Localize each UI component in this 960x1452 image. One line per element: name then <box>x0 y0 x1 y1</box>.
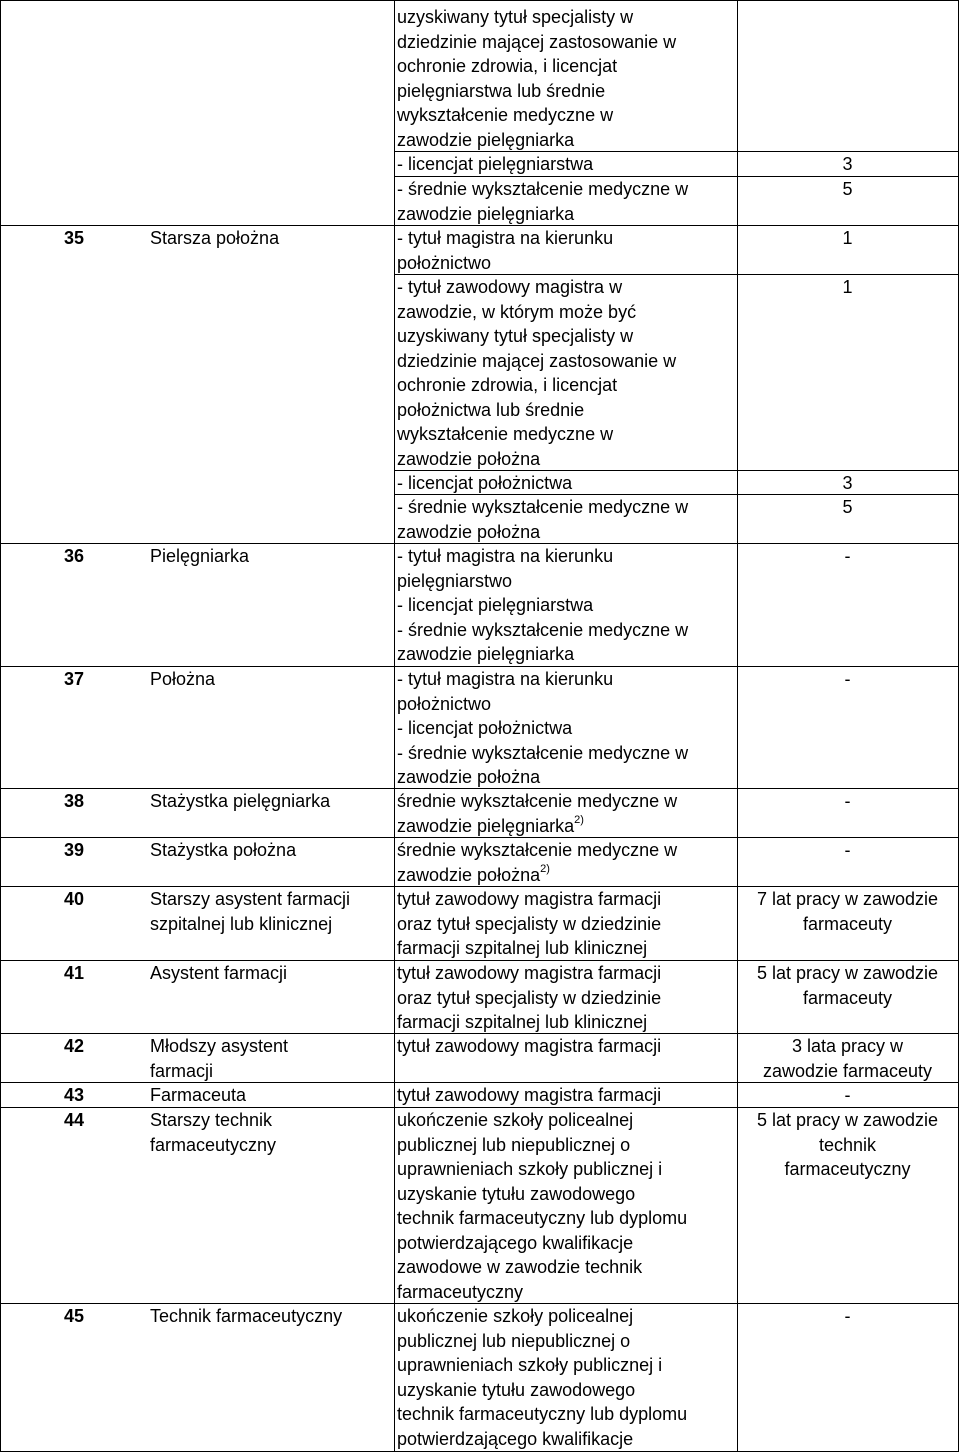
qualification-text: zawodzie położna <box>397 521 541 542</box>
row-number: 41 <box>64 963 85 983</box>
position-name: Technik farmaceutyczny <box>150 1306 343 1326</box>
qualification-text: uprawnieniach szkoły publicznej i <box>397 1355 663 1375</box>
qualification-text: zawodzie pielęgniarka <box>397 644 575 664</box>
experience-value: 1 <box>842 277 853 297</box>
qualification-text: - licencjat pielęgniarstwa <box>397 595 594 615</box>
row-number: 44 <box>64 1110 85 1130</box>
qualification-text: - licencjat położnictwa <box>397 718 573 738</box>
experience-value: - <box>844 546 851 566</box>
qualification-text: pielęgniarstwo <box>397 570 513 591</box>
column-divider <box>0 960 1 1035</box>
qualification-text: farmacji szpitalnej lub klinicznej <box>397 938 648 958</box>
row-divider <box>0 0 959 1</box>
qualification-text: dziedzinie mającej zastosowanie w <box>397 31 677 52</box>
column-divider <box>0 494 1 545</box>
column-divider <box>0 543 1 668</box>
qualification-text: średnie wykształcenie medyczne w <box>397 791 678 811</box>
qualification-text: zawodowe w zawodzie technik <box>397 1257 643 1277</box>
qualification-text: farmaceutyczny <box>397 1281 524 1302</box>
experience-value: technik <box>818 1134 877 1155</box>
column-divider <box>0 886 1 962</box>
position-name: Stażystka pielęgniarka <box>150 791 331 811</box>
qualification-text: zawodzie pielęgniarka <box>397 203 575 224</box>
column-divider <box>0 176 1 227</box>
qualification-text: średnie wykształcenie medyczne w <box>397 840 678 860</box>
position-name: farmaceutyczny <box>150 1134 277 1155</box>
qualification-text: uzyskanie tytułu zawodowego <box>397 1379 636 1400</box>
qualification-text: zawodzie pielęgniarka$^{2)}$ <box>397 813 584 836</box>
footnote-marker: 2) <box>574 813 584 826</box>
position-name: Młodszy asystent <box>150 1036 289 1056</box>
qualification-text: zawodzie położna <box>397 448 541 469</box>
column-divider <box>0 151 1 178</box>
qualification-text: - średnie wykształcenie medyczne w <box>397 742 689 763</box>
experience-value: 3 <box>842 473 853 493</box>
qualification-text: potwierdzającego kwalifikacje <box>397 1232 634 1253</box>
column-divider <box>0 470 1 496</box>
column-divider <box>394 0 395 1452</box>
experience-value: 3 <box>842 154 853 174</box>
qualification-text: zawodzie pielęgniarka <box>397 129 575 150</box>
experience-value: 3 lata pracy w <box>791 1036 904 1056</box>
qualification-text: publicznej lub niepublicznej o <box>397 1134 631 1155</box>
qualification-text: technik farmaceutyczny lub dyplomu <box>397 1208 688 1228</box>
position-name: Położna <box>150 669 216 689</box>
row-number: 40 <box>64 889 85 909</box>
experience-value: 5 <box>842 497 853 517</box>
qualification-text: - tytuł magistra na kierunku <box>397 669 614 689</box>
qualification-text: ukończenie szkoły policealnej <box>397 1306 634 1326</box>
qualification-text: położnictwo <box>397 252 492 273</box>
experience-value: zawodzie farmaceuty <box>762 1060 933 1081</box>
qualification-text: uprawnieniach szkoły publicznej i <box>397 1159 663 1179</box>
experience-value: - <box>844 669 851 689</box>
row-number: 36 <box>64 546 85 566</box>
column-divider <box>0 1082 1 1109</box>
qualification-text: zawodzie położna <box>397 767 541 787</box>
qualification-text: oraz tytuł specjalisty w dziedzinie <box>397 987 662 1008</box>
qualification-text: wykształcenie medyczne w <box>397 424 614 444</box>
qualification-text: - tytuł magistra na kierunku <box>397 546 614 566</box>
position-name: Asystent farmacji <box>150 963 288 983</box>
experience-value: 5 lat pracy w zawodzie <box>756 1110 939 1130</box>
qualification-text: ochronie zdrowia, i licencjat <box>397 56 618 76</box>
qualification-text: technik farmaceutyczny lub dyplomu <box>397 1404 688 1424</box>
qualification-text: ochronie zdrowia, i licencjat <box>397 375 618 395</box>
position-name: Pielęgniarka <box>150 546 250 566</box>
column-divider <box>0 837 1 888</box>
qualification-text: publicznej lub niepublicznej o <box>397 1330 631 1351</box>
experience-value: farmaceuty <box>802 913 893 934</box>
position-name: Starszy technik <box>150 1110 273 1130</box>
position-name: Starszy asystent farmacji <box>150 889 351 909</box>
qualification-text: położnictwo <box>397 693 492 714</box>
column-divider <box>737 0 738 1452</box>
qualification-text: zawodzie, w którym może być <box>397 301 637 322</box>
row-number: 42 <box>64 1036 85 1056</box>
column-divider <box>0 1033 1 1084</box>
column-divider <box>0 274 1 472</box>
experience-value: 7 lat pracy w zawodzie <box>756 889 939 909</box>
column-divider <box>0 788 1 839</box>
qualification-text: - tytuł magistra na kierunku <box>397 228 614 248</box>
qualification-text: wykształcenie medyczne w <box>397 105 614 125</box>
experience-value: 5 <box>842 179 853 199</box>
experience-value: 1 <box>842 228 853 248</box>
footnote-marker: 2) <box>540 862 550 875</box>
qualification-text: - średnie wykształcenie medyczne w <box>397 179 689 199</box>
row-number: 39 <box>64 840 85 860</box>
experience-value: farmaceutyczny <box>784 1159 911 1179</box>
row-number: 35 <box>64 228 85 248</box>
qualification-text: ukończenie szkoły policealnej <box>397 1110 634 1130</box>
qualification-text: - tytuł zawodowy magistra w <box>397 277 623 297</box>
row-number: 37 <box>64 669 85 689</box>
experience-value: - <box>844 791 851 811</box>
column-divider <box>0 1303 1 1452</box>
position-name: Stażystka położna <box>150 840 297 860</box>
qualification-text: zawodzie położna$^{2)}$ <box>397 862 550 885</box>
qualification-text: uzyskiwany tytuł specjalisty w <box>397 7 634 27</box>
qualification-text: tytuł zawodowy magistra farmacji <box>397 1085 662 1105</box>
position-name: szpitalnej lub klinicznej <box>150 913 333 934</box>
experience-value: farmaceuty <box>802 987 893 1008</box>
position-name: Farmaceuta <box>150 1085 247 1105</box>
experience-value: - <box>844 1085 851 1105</box>
column-divider <box>0 4 1 153</box>
qualification-text: pielęgniarstwa lub średnie <box>397 80 606 101</box>
qualification-text: potwierdzającego kwalifikacje <box>397 1428 634 1449</box>
column-divider <box>0 666 1 790</box>
row-number: 38 <box>64 791 85 811</box>
qualification-text: oraz tytuł specjalisty w dziedzinie <box>397 913 662 934</box>
experience-value: - <box>844 1306 851 1326</box>
qualification-text: uzyskanie tytułu zawodowego <box>397 1183 636 1204</box>
column-divider <box>0 1107 1 1305</box>
row-number: 43 <box>64 1085 85 1105</box>
qualification-text: - licencjat położnictwa <box>397 473 573 493</box>
position-name: Starsza położna <box>150 228 280 248</box>
experience-value: 5 lat pracy w zawodzie <box>756 963 939 983</box>
qualification-text: - średnie wykształcenie medyczne w <box>397 619 689 640</box>
experience-value: - <box>844 840 851 860</box>
qualification-text: dziedzinie mającej zastosowanie w <box>397 350 677 371</box>
column-divider <box>958 0 959 1452</box>
column-divider <box>0 225 1 276</box>
qualification-text: tytuł zawodowy magistra farmacji <box>397 963 662 983</box>
row-number: 45 <box>64 1306 85 1326</box>
qualification-text: - licencjat pielęgniarstwa <box>397 154 594 174</box>
qualification-text: uzyskiwany tytuł specjalisty w <box>397 326 634 346</box>
qualification-text: farmacji szpitalnej lub klinicznej <box>397 1012 648 1032</box>
qualification-text: tytuł zawodowy magistra farmacji <box>397 889 662 909</box>
qualification-text: położnictwa lub średnie <box>397 399 585 420</box>
position-name: farmacji <box>150 1060 214 1081</box>
qualification-text: - średnie wykształcenie medyczne w <box>397 497 689 517</box>
qualification-text: tytuł zawodowy magistra farmacji <box>397 1036 662 1056</box>
